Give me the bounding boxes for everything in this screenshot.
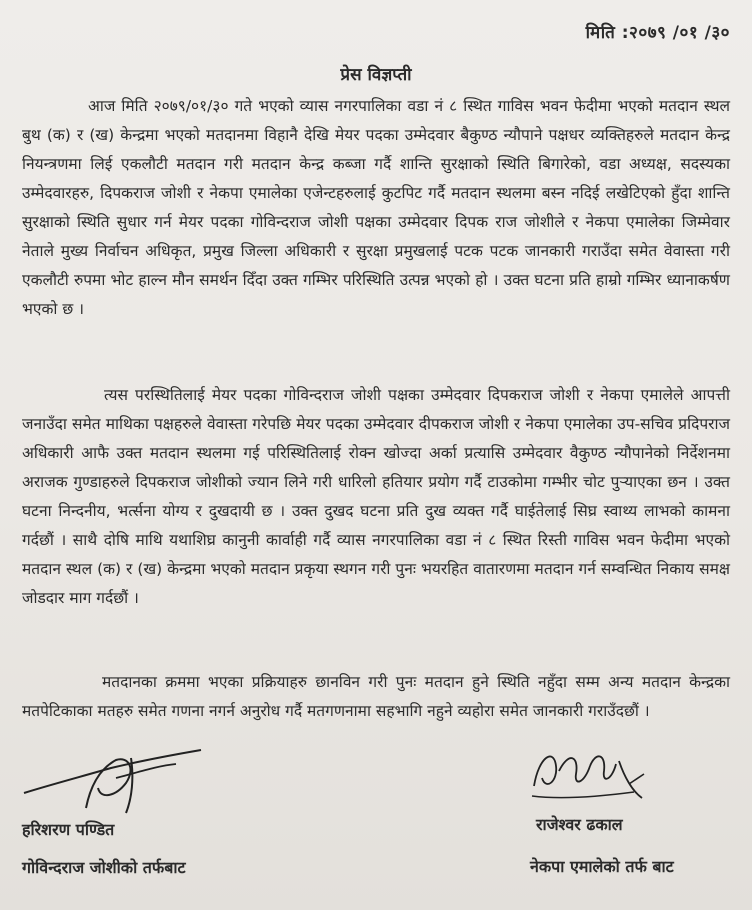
document-title: प्रेस विज्ञप्ती: [340, 65, 412, 85]
signatory-org-left: गोविन्दराज जोशीको तर्फबाट: [22, 858, 186, 877]
paragraph-1: आज मिति २०७९/०१/३० गते भएको व्यास नगरपालिका वडा नं ८ स्थित गाविस भवन फेदीमा भएको मतदान स्थल बुथ (क) र (ख) केन्द्रमा भएको मतदानमा विहानै देखि मेयर पदका उम्मेदवार बैकुण्ठ न्यौपाने पक्षधर व्यक्तिहरुले मतदान केन्द्र नियन्त्रणमा लिई एकलौटी मतदान गरी मतदान केन्द्र कब्जा गर्दै शान्ति सुरक्षाको स्थिति बिगारेको, वडा अध्यक्ष, सदस्यका उम्मेदवारहरु, दिपकराज जोशी र नेकपा एमालेका एजेन्टहरुलाई कुटपिट गर्दै मतदान स्थलमा बस्न नदिई लखेटिएको हुँदा शान्ति सुरक्षाको स्थिति सुधार गर्न मेयर पदका गोविन्दराज जोशी पक्षका उम्मेदवार दिपक राज जोशीले र नेकपा एमालेका जिम्मेवार नेताले मुख्य निर्वाचन अधिकृत, प्रमुख जिल्ला अधिकारी र सुरक्षा प्रमुखलाई पटक पटक जानकारी गराउँदा समेत वेवास्ता गरी एकलौटी रुपमा भोट हाल्न मौन समर्थन दिँदा उक्त गम्भिर परिस्थिति उत्पन्न भएको हो । उक्त घटना प्रति हाम्रो गम्भिर ध्यानाकर्षण भएको छ ।: [22, 97, 730, 318]
handwritten-signature-left: [16, 738, 226, 818]
paragraph-2: त्यस परस्थितिलाई मेयर पदका गोविन्दराज जोशी पक्षका उम्मेदवार दिपकराज जोशी र नेकपा एमालेले आपत्ती जनाउँदा समेत माथिका पक्षहरुले वेवास्ता गरेपछि मेयर पदका उम्मेदवार दीपकराज जोशी र नेकपा एमालेका उप-सचिव प्रदिपराज अधिकारी आफै उक्त मतदान स्थलमा गई परिस्थितिलाई रोक्न खोज्दा अर्का प्रत्यासि उम्मेदवार वैकुण्ठ न्यौपानेको निर्देशनमा अराजक गुण्डाहरुले दिपकराज जोशीको ज्यान लिने गरी धारिलो हतियार प्रयोग गर्दै टाउकोमा गम्भीर चोट पुऱ्याएका छन । उक्त घटना निन्दनीय, भर्त्सना योग्य र दुखदायी छ । उक्त दुखद घटना प्रति दुख व्यक्त गर्दै घाईतेलाई सिघ्र स्वाथ्य लाभको कामना गर्दछौं । साथै दोषि माथि यथाशिघ्र कानुनी कार्वाही गर्दै व्यास नगरपालिका वडा नं ८ स्थित रिस्ती गाविस भवन फेदीमा भएको मतदान स्थल (क) र (ख) केन्द्रमा भएको मतदान प्रकृया स्थगन गरी पुनः भयरहित वातारणमा मतदान गर्न सम्वन्धित निकाय समक्ष जोडदार माग गर्दछौं ।: [22, 386, 730, 607]
handwritten-signature-right: [524, 736, 654, 812]
signatory-name-left: हरिशरण पण्डित: [22, 820, 115, 839]
document-date: मिति :२०७९ /०१ /३०: [585, 23, 730, 43]
signatory-name-right: राजेश्वर ढकाल: [536, 815, 623, 834]
signatory-org-right: नेकपा एमालेको तर्फ बाट: [530, 857, 674, 876]
paragraph-3: मतदानका क्रममा भएका प्रक्रियाहरु छानविन गरी पुनः मतदान हुने स्थिति नहुँदा सम्म अन्य मतदान केन्द्रका मतपेटिकाका मतहरु समेत गणना नगर्न अनुरोध गर्दै मतगणनामा सहभागि नहुने व्यहोरा समेत जानकारी गराउँदछौं ।: [22, 673, 730, 720]
